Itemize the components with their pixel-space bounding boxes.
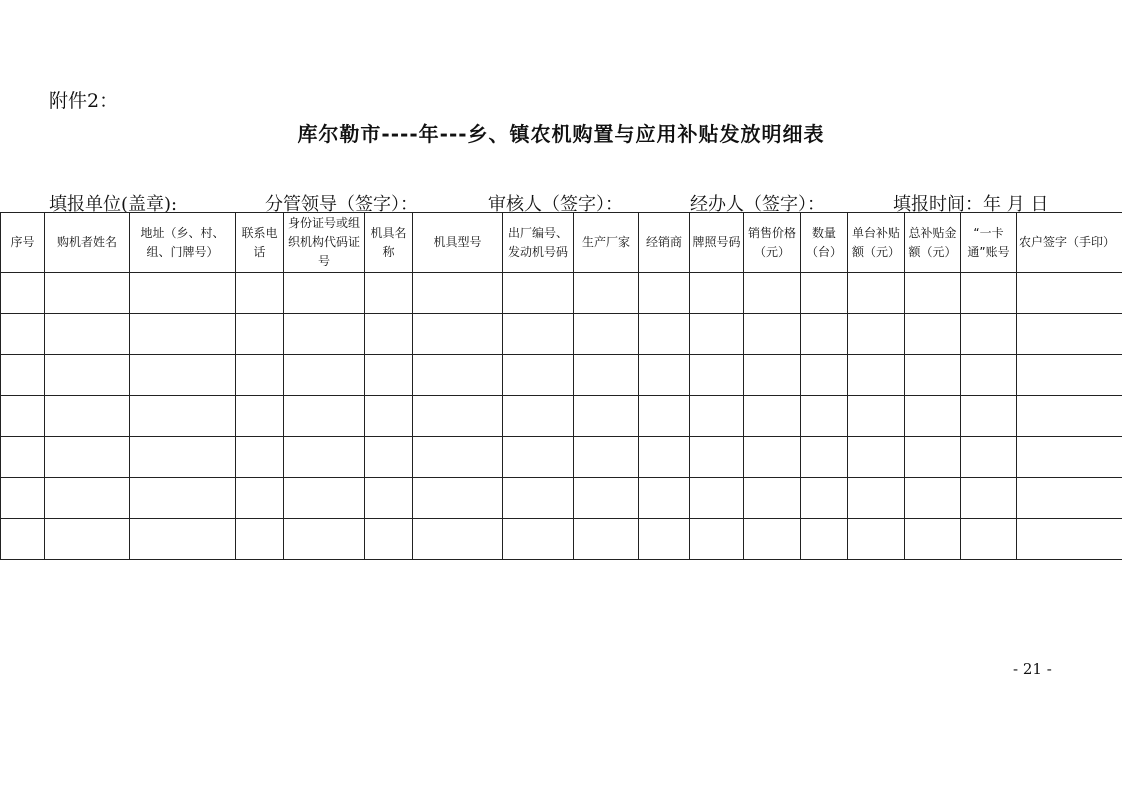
fill-unit-label: 填报单位(盖章): [49,194,178,215]
header-serial-engine-number: 出厂编号、发动机号码 [503,213,574,273]
table-cell [690,519,744,560]
table-cell [413,478,503,519]
table-cell [413,519,503,560]
table-cell [1,396,45,437]
table-cell [961,355,1017,396]
header-machine-model: 机具型号 [413,213,503,273]
table-cell [284,355,365,396]
table-cell [574,478,639,519]
table-cell [961,314,1017,355]
table-row [1,478,1122,519]
table-cell [744,355,801,396]
table-cell [1,437,45,478]
table-cell [961,437,1017,478]
table-cell [130,396,236,437]
table-cell [365,478,413,519]
table-cell [365,314,413,355]
table-cell [801,478,848,519]
table-cell [1017,396,1122,437]
subsidy-detail-table [0,212,1122,560]
table-cell [130,314,236,355]
table-cell [413,314,503,355]
table-cell [639,273,690,314]
table-cell [574,519,639,560]
table-cell [503,437,574,478]
table-cell [690,396,744,437]
table-cell [961,273,1017,314]
table-cell [961,478,1017,519]
table-cell [905,355,961,396]
table-cell [961,396,1017,437]
table-cell [413,355,503,396]
table-cell [1017,437,1122,478]
table-cell [1017,355,1122,396]
table-cell [1017,273,1122,314]
table-cell [1,478,45,519]
reviewer-signature-label: 审核人（签字）： [488,194,623,215]
table-cell [130,355,236,396]
header-phone: 联系电话 [236,213,284,273]
table-cell [130,478,236,519]
table-cell [744,314,801,355]
table-cell [284,396,365,437]
table-cell [130,437,236,478]
table-cell [45,478,130,519]
header-buyer-name: 购机者姓名 [45,213,130,273]
table-row [1,314,1122,355]
table-cell [848,273,905,314]
table-cell [365,273,413,314]
table-cell [284,314,365,355]
table-cell [801,519,848,560]
handler-signature-label: 经办人（签字）： [690,194,825,215]
table-cell [690,478,744,519]
table-cell [905,314,961,355]
table-cell [639,396,690,437]
header-total-subsidy: 总补贴金额（元） [905,213,961,273]
table-cell [690,437,744,478]
table-cell [690,273,744,314]
table-cell [848,396,905,437]
table-cell [574,396,639,437]
table-cell [130,519,236,560]
table-cell [801,437,848,478]
supervisor-signature-label: 分管领导（签字）： [265,194,418,215]
table-cell [639,437,690,478]
table-cell [848,519,905,560]
table-cell [284,478,365,519]
table-cell [801,314,848,355]
table-cell [905,478,961,519]
table-cell [848,355,905,396]
table-cell [744,396,801,437]
header-unit-subsidy: 单台补贴额（元） [848,213,905,273]
table-cell [45,396,130,437]
table-cell [503,355,574,396]
table-cell [801,396,848,437]
header-quantity: 数量（台） [801,213,848,273]
table-cell [365,437,413,478]
table-cell [801,273,848,314]
table-cell [365,519,413,560]
table-cell [130,273,236,314]
table-row [1,355,1122,396]
table-row [1,437,1122,478]
table-cell [1017,314,1122,355]
table-row [1,273,1122,314]
table-cell [801,355,848,396]
table-cell [284,519,365,560]
table-cell [236,273,284,314]
table-cell [1,355,45,396]
table-cell [503,478,574,519]
header-sale-price: 销售价格（元） [744,213,801,273]
header-machine-name: 机具名称 [365,213,413,273]
table-header-row [1,213,1122,273]
table-cell [236,478,284,519]
header-dealer: 经销商 [639,213,690,273]
header-index: 序号 [1,213,45,273]
document-title: 库尔勒市----年---乡、镇农机购置与应用补贴发放明细表 [297,122,825,146]
table-cell [574,314,639,355]
header-card-account: “一卡通”账号 [961,213,1017,273]
table-cell [905,437,961,478]
table-cell [236,519,284,560]
table-cell [1017,519,1122,560]
table-cell [574,355,639,396]
table-cell [503,519,574,560]
table-cell [284,273,365,314]
table-cell [503,396,574,437]
table-cell [284,437,365,478]
table-cell [45,519,130,560]
table-cell [503,314,574,355]
table-cell [45,314,130,355]
table-cell [236,396,284,437]
table-cell [744,273,801,314]
fill-date-label: 填报时间：年 月 日 [893,194,1049,215]
table-cell [503,273,574,314]
table-cell [639,519,690,560]
table-cell [365,396,413,437]
table-cell [905,519,961,560]
table-cell [413,437,503,478]
table-cell [848,314,905,355]
table-cell [639,478,690,519]
table-cell [1,519,45,560]
header-license-number: 牌照号码 [690,213,744,273]
table-cell [848,437,905,478]
table-cell [413,396,503,437]
table-cell [574,273,639,314]
table-cell [45,437,130,478]
header-manufacturer: 生产厂家 [574,213,639,273]
table-cell [45,355,130,396]
attachment-label: 附件2： [49,90,119,112]
table-cell [1017,478,1122,519]
header-farmer-signature: 农户签字（手印） [1017,213,1122,273]
table-cell [639,355,690,396]
table-cell [1,314,45,355]
table-cell [744,519,801,560]
table-cell [690,355,744,396]
table-cell [744,478,801,519]
table-row [1,396,1122,437]
table-cell [905,273,961,314]
table-cell [639,314,690,355]
table-cell [365,355,413,396]
table-cell [1,273,45,314]
table-row [1,519,1122,560]
table-cell [905,396,961,437]
table-cell [690,314,744,355]
table-cell [236,314,284,355]
table-body [1,273,1122,560]
table-cell [848,478,905,519]
table-cell [574,437,639,478]
header-address: 地址（乡、村、组、门牌号） [130,213,236,273]
table-cell [961,519,1017,560]
table-cell [236,355,284,396]
table-cell [45,273,130,314]
table-cell [744,437,801,478]
table-cell [236,437,284,478]
page-number: - 21 - [1013,660,1052,678]
table-cell [413,273,503,314]
header-id-number: 身份证号或组织机构代码证号 [284,213,365,273]
